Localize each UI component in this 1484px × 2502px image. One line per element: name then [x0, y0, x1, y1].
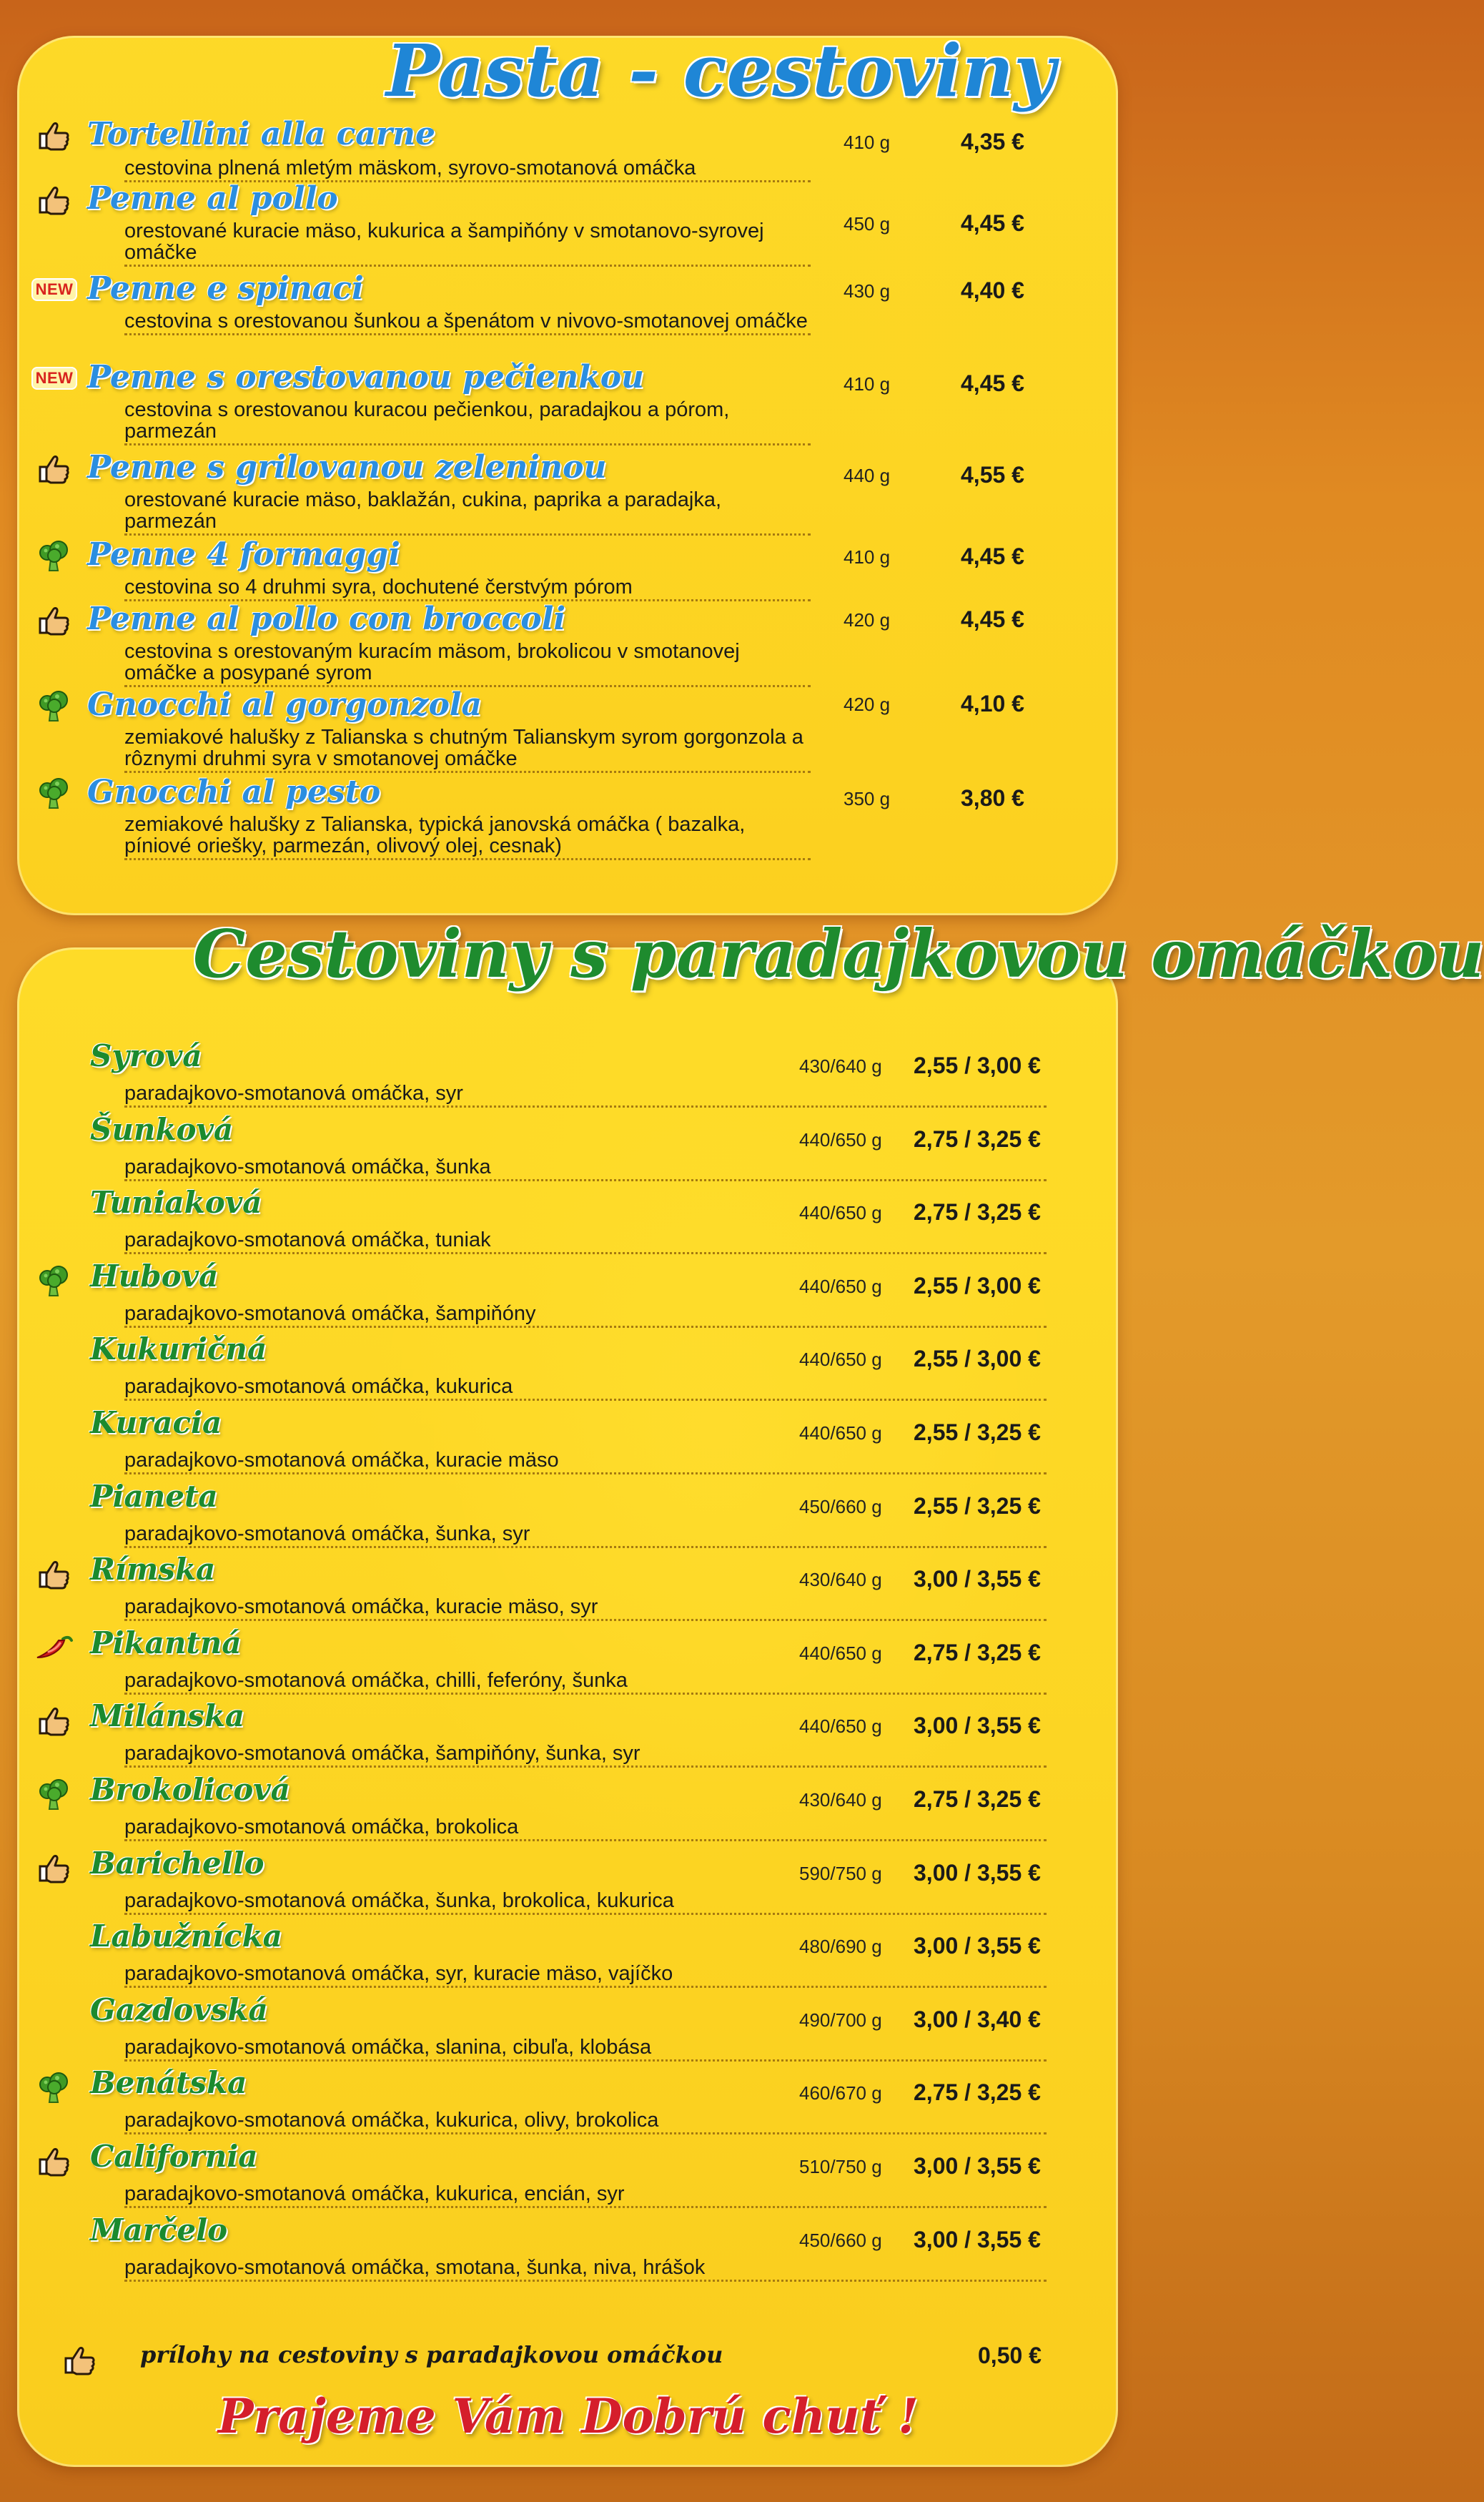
item-description: paradajkovo-smotanová omáčka, smotana, šunka, niva, hrášok: [124, 2257, 1047, 2282]
item-weight: 430/640 g: [799, 1789, 882, 1811]
item-name: Labužnícka: [90, 1919, 282, 1954]
item-price: 3,00 / 3,55 €: [914, 1566, 1041, 1592]
item-price: 2,75 / 3,25 €: [914, 1786, 1041, 1812]
item-price: 2,75 / 3,25 €: [914, 1126, 1041, 1152]
sides-row: [0, 2333, 1137, 2390]
item-weight: 510/750 g: [799, 2156, 882, 2177]
item-price: 3,00 / 3,55 €: [914, 1713, 1041, 1738]
item-price: 2,75 / 3,25 €: [914, 1199, 1041, 1225]
item-name: Tortellini alla carne: [87, 116, 435, 152]
item-price: 3,00 / 3,55 €: [914, 2153, 1041, 2179]
thumbs-up-icon: [34, 602, 74, 638]
item-description: paradajkovo-smotanová omáčka, šunka, syr: [124, 1523, 1047, 1548]
item-description: cestovina s orestovanou kuracou pečienkou, paradajkou a pórom, parmezán: [124, 399, 811, 445]
item-name: Gazdovská: [90, 1992, 268, 2027]
item-name: Penne al pollo: [87, 180, 338, 217]
item-weight: 420 g: [844, 609, 891, 631]
item-description: zemiakové halušky z Talianska, typická janovská omáčka ( bazalka, píniové oriešky, parmezán, olivový olej, cesnak): [124, 814, 811, 860]
item-name: Gnocchi al gorgonzola: [87, 686, 483, 723]
item-price: 2,55 / 3,00 €: [914, 1053, 1041, 1078]
item-description: paradajkovo-smotanová omáčka, kuracie mäso: [124, 1449, 1047, 1474]
broccoli-icon: [34, 775, 74, 811]
item-price: 4,45 €: [961, 606, 1024, 632]
thumbs-up-icon: [34, 1703, 74, 1738]
item-price: 4,55 €: [961, 462, 1024, 488]
item-description: cestovina s orestovaným kuracím mäsom, brokolicou v smotanovej omáčke a posypané syrom: [124, 641, 811, 687]
item-weight: 440/650 g: [799, 1276, 882, 1297]
item-price: 4,35 €: [961, 129, 1024, 154]
item-price: 4,10 €: [961, 691, 1024, 716]
item-weight: 450 g: [844, 213, 891, 235]
item-description: paradajkovo-smotanová omáčka, kukurica, encián, syr: [124, 2183, 1047, 2208]
item-weight: 420 g: [844, 694, 891, 715]
item-price: 4,45 €: [961, 210, 1024, 236]
item-weight: 440/650 g: [799, 1422, 882, 1444]
item-description: paradajkovo-smotanová omáčka, šunka: [124, 1156, 1047, 1181]
item-name: Šunková: [90, 1112, 234, 1147]
item-description: paradajkovo-smotanová omáčka, kukurica: [124, 1376, 1047, 1401]
sides-price: 0,50 €: [978, 2343, 1042, 2368]
item-name: Kuracia: [90, 1405, 222, 1440]
item-weight: 440/650 g: [799, 1642, 882, 1664]
item-price: 2,75 / 3,25 €: [914, 2079, 1041, 2105]
item-price: 3,00 / 3,55 €: [914, 1860, 1041, 1886]
item-name: Penne 4 formaggi: [87, 536, 400, 573]
item-description: paradajkovo-smotanová omáčka, šunka, brokolica, kukurica: [124, 1890, 1047, 1915]
item-price: 3,00 / 3,55 €: [914, 2227, 1041, 2252]
item-description: paradajkovo-smotanová omáčka, kuracie mäso, syr: [124, 1596, 1047, 1621]
item-name: Brokolicová: [90, 1772, 290, 1807]
item-price: 2,55 / 3,25 €: [914, 1493, 1041, 1519]
item-name: Penne s orestovanou pečienkou: [87, 359, 645, 395]
item-weight: 430/640 g: [799, 1055, 882, 1077]
thumbs-up-icon: [34, 1850, 74, 1886]
footer-wish: Prajeme Vám Dobrú chuť !: [217, 2388, 919, 2444]
item-weight: 480/690 g: [799, 1936, 882, 1957]
item-name: Penne s grilovanou zeleninou: [87, 449, 607, 486]
item-weight: 490/700 g: [799, 2009, 882, 2031]
broccoli-icon: [34, 1776, 74, 1812]
item-weight: 410 g: [844, 132, 891, 153]
item-name: Syrová: [90, 1038, 202, 1073]
item-weight: 440/650 g: [799, 1715, 882, 1737]
item-price: 4,45 €: [961, 370, 1024, 396]
broccoli-icon: [34, 1263, 74, 1299]
item-name: Penne e spinaci: [87, 270, 364, 307]
item-name: Gnocchi al pesto: [87, 774, 381, 810]
item-price: 3,00 / 3,40 €: [914, 2006, 1041, 2032]
item-weight: 460/670 g: [799, 2082, 882, 2104]
thumbs-up-icon: [34, 117, 74, 153]
tomato-section-title: Cestoviny s paradajkovou omáčkou: [193, 915, 1484, 993]
item-weight: 350 g: [844, 788, 891, 809]
item-description: paradajkovo-smotanová omáčka, šampiňóny, šunka, syr: [124, 1743, 1047, 1768]
item-name: Kukuričná: [90, 1331, 267, 1366]
item-description: cestovina so 4 druhmi syra, dochutené čerstvým pórom: [124, 576, 811, 601]
broccoli-icon: [34, 688, 74, 724]
item-description: paradajkovo-smotanová omáčka, šampiňóny: [124, 1303, 1047, 1328]
sides-label: prílohy na cestoviny s paradajkovou omáčkou: [140, 2341, 723, 2368]
item-weight: 450/660 g: [799, 1496, 882, 1517]
item-price: 2,55 / 3,25 €: [914, 1419, 1041, 1445]
item-description: cestovina s orestovanou šunkou a špenátom v nivovo-smotanovej omáčke: [124, 310, 811, 335]
item-name: Penne al pollo con broccoli: [87, 601, 566, 637]
item-price: 2,55 / 3,00 €: [914, 1346, 1041, 1371]
new-badge-icon: NEW: [34, 272, 74, 307]
item-description: paradajkovo-smotanová omáčka, tuniak: [124, 1229, 1047, 1254]
item-weight: 430/640 g: [799, 1569, 882, 1590]
item-description: orestované kuracie mäso, kukurica a šampiňóny v smotanovo-syrovej omáčke: [124, 220, 811, 267]
item-name: California: [90, 2139, 258, 2174]
thumbs-up-icon: [34, 2143, 74, 2179]
item-name: Pikantná: [90, 1625, 242, 1660]
item-weight: 450/660 g: [799, 2230, 882, 2251]
item-name: Hubová: [90, 1259, 219, 1294]
item-description: paradajkovo-smotanová omáčka, chilli, feferóny, šunka: [124, 1670, 1047, 1695]
chili-pepper-icon: [34, 1630, 74, 1665]
item-description: paradajkovo-smotanová omáčka, syr, kuracie mäso, vajíčko: [124, 1963, 1047, 1988]
item-description: paradajkovo-smotanová omáčka, kukurica, olivy, brokolica: [124, 2109, 1047, 2134]
item-weight: 590/750 g: [799, 1863, 882, 1884]
item-weight: 410 g: [844, 373, 891, 395]
item-price: 2,55 / 3,00 €: [914, 1273, 1041, 1299]
item-name: Barichello: [90, 1846, 264, 1881]
item-price: 3,80 €: [961, 785, 1024, 811]
item-name: Milánska: [90, 1698, 245, 1733]
thumbs-up-icon: [34, 1556, 74, 1592]
item-description: paradajkovo-smotanová omáčka, brokolica: [124, 1816, 1047, 1841]
item-name: Pianeta: [90, 1479, 218, 1514]
item-weight: 430 g: [844, 280, 891, 302]
item-weight: 440/650 g: [799, 1129, 882, 1151]
item-weight: 410 g: [844, 546, 891, 568]
item-price: 4,40 €: [961, 277, 1024, 303]
new-badge-icon: NEW: [34, 360, 74, 396]
item-description: paradajkovo-smotanová omáčka, syr: [124, 1083, 1047, 1108]
item-description: zemiakové halušky z Talianska s chutným Talianskym syrom gorgonzola a rôznymi druhmi syra v smotanovej omáčke: [124, 727, 811, 773]
item-price: 3,00 / 3,55 €: [914, 1933, 1041, 1959]
item-weight: 440 g: [844, 465, 891, 486]
item-price: 2,75 / 3,25 €: [914, 1640, 1041, 1665]
broccoli-icon: [34, 2069, 74, 2105]
item-description: cestovina plnená mletým mäskom, syrovo-smotanová omáčka: [124, 157, 811, 182]
item-weight: 440/650 g: [799, 1349, 882, 1370]
thumbs-up-icon: [34, 450, 74, 486]
thumbs-up-icon: [34, 182, 74, 217]
item-description: paradajkovo-smotanová omáčka, slanina, cibuľa, klobása: [124, 2036, 1047, 2062]
item-weight: 440/650 g: [799, 1202, 882, 1223]
item-description: orestované kuracie mäso, baklažán, cukina, paprika a paradajka, parmezán: [124, 489, 811, 536]
pasta-section-title: Pasta - cestoviny: [386, 29, 1056, 113]
item-name: Tuniaková: [90, 1185, 262, 1220]
item-name: Rímska: [90, 1552, 216, 1587]
item-name: Marčelo: [90, 2212, 228, 2247]
broccoli-icon: [34, 538, 74, 573]
item-price: 4,45 €: [961, 543, 1024, 569]
thumbs-up-icon: [63, 2344, 103, 2380]
item-name: Benátska: [90, 2065, 247, 2100]
